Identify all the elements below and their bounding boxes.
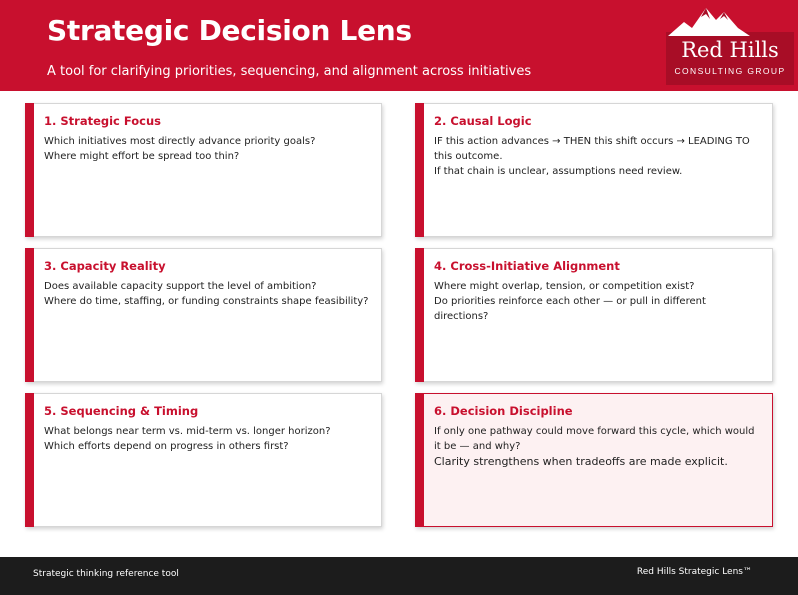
logo-name: Red Hills	[681, 38, 779, 62]
card-heading: 3. Capacity Reality	[44, 259, 166, 273]
card-line: What belongs near term vs. mid-term vs. longer horizon?	[44, 426, 331, 437]
card-note: Clarity strengthens when tradeoffs are made explicit.	[434, 455, 728, 468]
header-banner	[0, 0, 798, 91]
card-line: Which efforts depend on progress in others first?	[44, 441, 289, 452]
card-line: Does available capacity support the level of ambition?	[44, 281, 317, 292]
footer-left-text: Strategic thinking reference tool	[33, 569, 179, 579]
card-capacity-reality	[25, 248, 382, 382]
card-sequencing-timing	[25, 393, 382, 527]
page-title: Strategic Decision Lens	[47, 14, 412, 47]
card-cross-initiative-alignment	[415, 248, 773, 382]
logo-tagline: CONSULTING GROUP	[674, 66, 786, 76]
card-strategic-focus	[25, 103, 382, 237]
card-heading: 5. Sequencing & Timing	[44, 404, 199, 418]
card-line: If that chain is unclear, assumptions need review.	[434, 166, 683, 177]
company-logo	[666, 0, 794, 85]
card-accent-bar	[25, 103, 34, 237]
card-line: Which initiatives most directly advance priority goals?	[44, 136, 316, 147]
card-causal-logic	[415, 103, 773, 237]
card-decision-discipline	[415, 393, 773, 527]
footer-right-text: Red Hills Strategic Lens™	[636, 567, 752, 577]
card-heading: 4. Cross-Initiative Alignment	[434, 259, 620, 273]
card-heading: 2. Causal Logic	[434, 114, 532, 128]
card-body	[434, 424, 762, 469]
mountain-icon	[666, 2, 756, 38]
card-heading: 1. Strategic Focus	[44, 114, 162, 128]
card-body	[44, 279, 371, 309]
card-body	[44, 424, 371, 454]
card-body	[44, 134, 371, 164]
card-accent-bar	[25, 248, 34, 382]
card-line: Where might effort be spread too thin?	[44, 151, 240, 162]
card-line: IF this action advances → THEN this shift occurs → LEADING TO this outcome.	[434, 136, 750, 162]
card-body	[434, 134, 762, 179]
card-accent-bar	[415, 393, 424, 527]
card-accent-bar	[415, 103, 424, 237]
card-line: Where might overlap, tension, or competition exist?	[434, 281, 695, 292]
card-accent-bar	[415, 248, 424, 382]
card-body	[434, 279, 762, 324]
page-subtitle: A tool for clarifying priorities, sequencing, and alignment across initiatives	[47, 64, 532, 79]
card-accent-bar	[25, 393, 34, 527]
card-line: Where do time, staffing, or funding constraints shape feasibility?	[44, 296, 369, 307]
card-line: Do priorities reinforce each other — or pull in different directions?	[434, 296, 706, 322]
card-heading: 6. Decision Discipline	[434, 404, 573, 418]
footer-bar	[0, 557, 798, 595]
card-line: If only one pathway could move forward this cycle, which would it be — and why?	[434, 426, 755, 452]
